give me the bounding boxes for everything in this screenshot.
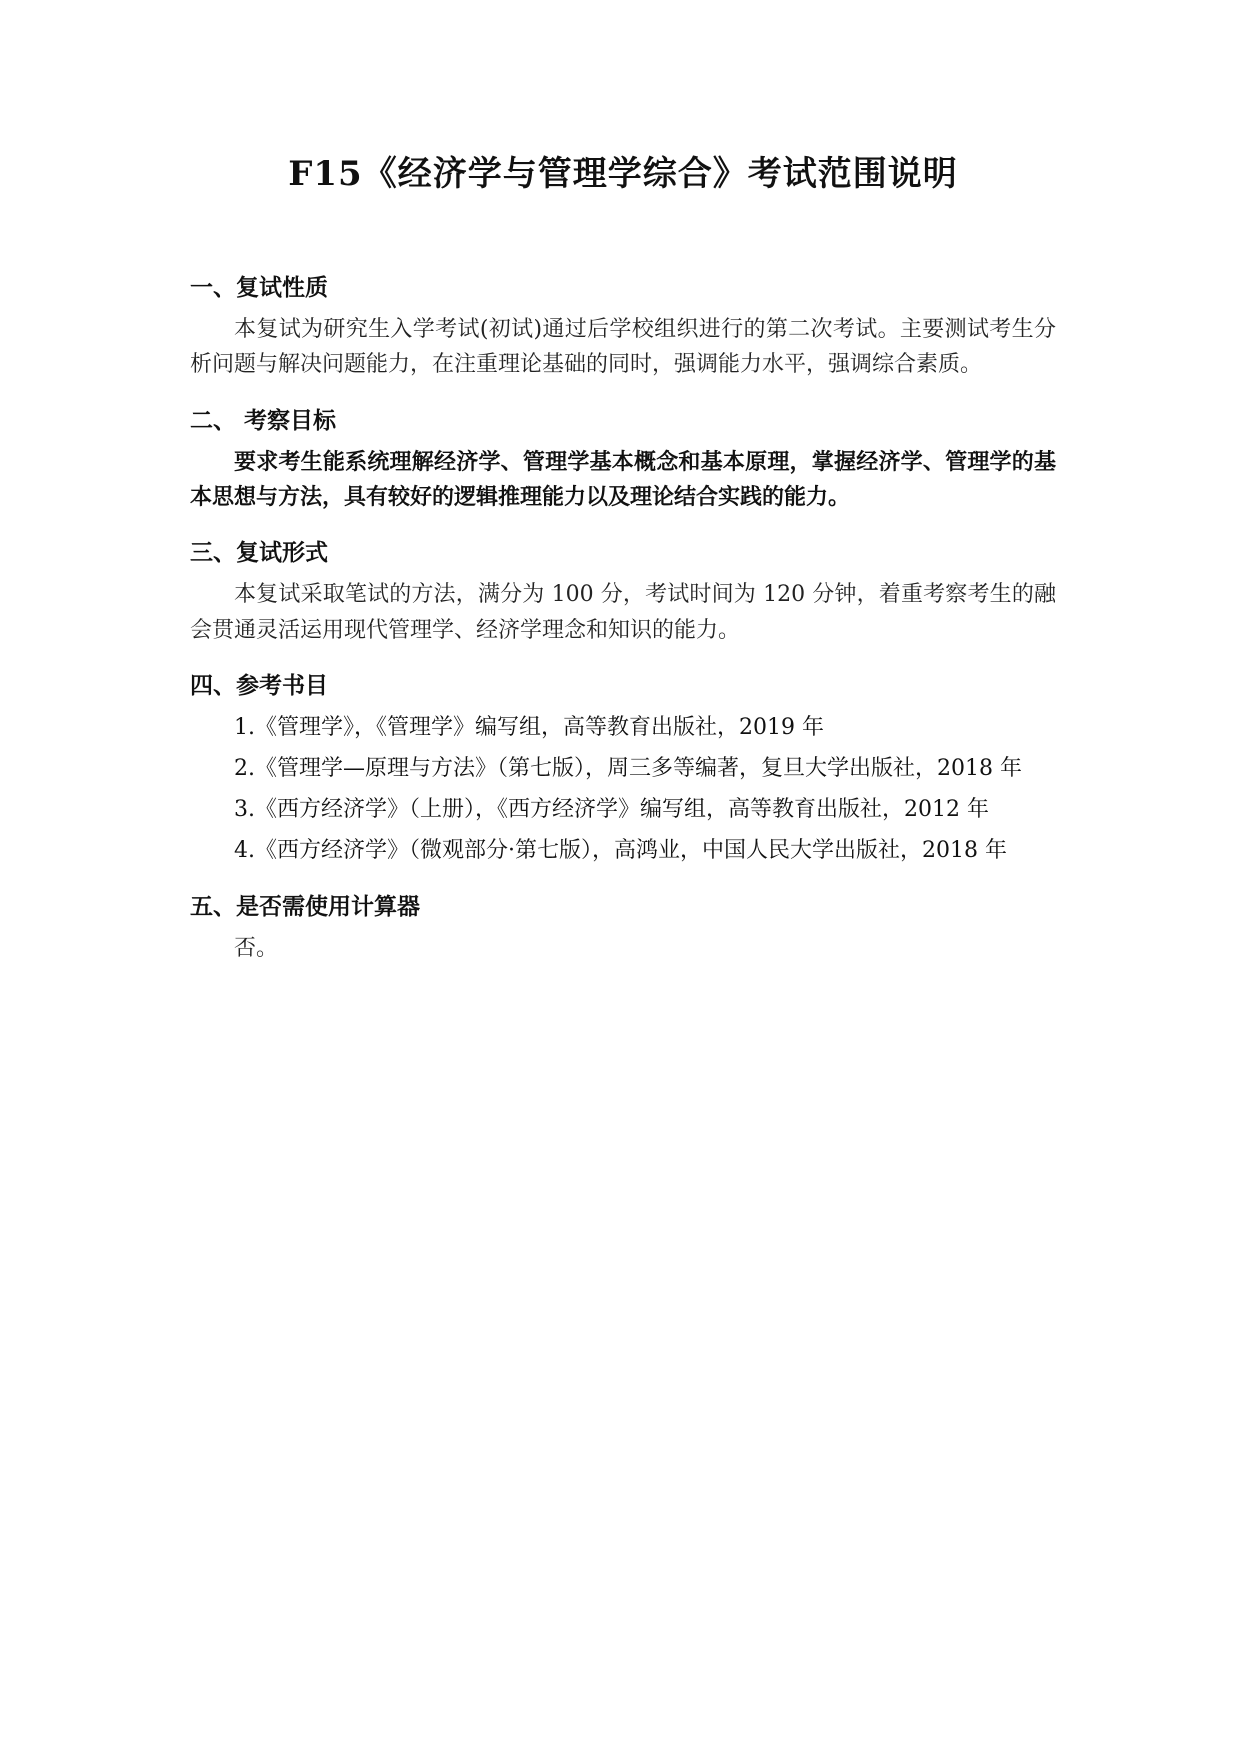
section-format: [190, 537, 1056, 648]
section-objectives: [190, 405, 1056, 516]
reference-item: 1.《管理学》，《管理学》编写组，高等教育出版社，2019 年: [234, 714, 824, 740]
section-heading: 二、 考察目标: [190, 407, 337, 434]
section-nature: [190, 272, 1056, 383]
section-calculator: [190, 891, 1056, 966]
section-paragraph: 要求考生能系统理解经济学、管理学基本概念和基本原理，掌握经济学、管理学的基本思想与方法，具有较好的逻辑推理能力以及理论结合实践的能力。: [190, 448, 1056, 510]
section-heading: 一、复试性质: [190, 275, 328, 301]
section-paragraph: 本复试为研究生入学考试(初试)通过后学校组织进行的第二次考试。主要测试考生分析问题与解决问题能力，在注重理论基础的同时，强调能力水平，强调综合素质。: [190, 317, 1056, 378]
section-heading: 三、复试形式: [190, 540, 328, 567]
document-page: [190, 130, 1056, 1690]
reference-item: 4.《西方经济学》（微观部分·第七版），高鸿业，中国人民大学出版社，2018 年: [234, 838, 1007, 864]
reference-item: 2.《管理学—原理与方法》（第七版），周三多等编著，复旦大学出版社，2018 年: [234, 756, 1022, 782]
document-title: F15《经济学与管理学综合》考试范围说明: [288, 154, 958, 194]
section-heading: 四、参考书目: [190, 672, 328, 699]
reference-item: 3.《西方经济学》（上册），《西方经济学》编写组，高等教育出版社，2012 年: [234, 797, 989, 823]
section-paragraph: 否。: [234, 935, 279, 961]
section-references: [190, 670, 1056, 869]
section-heading: 五、是否需使用计算器: [190, 893, 420, 920]
section-paragraph: 本复试采取笔试的方法，满分为 100 分，考试时间为 120 分钟，着重考察考生的融会贯通灵活运用现代管理学、经济学理念和知识的能力。: [190, 582, 1056, 643]
reference-list: [190, 710, 1056, 869]
